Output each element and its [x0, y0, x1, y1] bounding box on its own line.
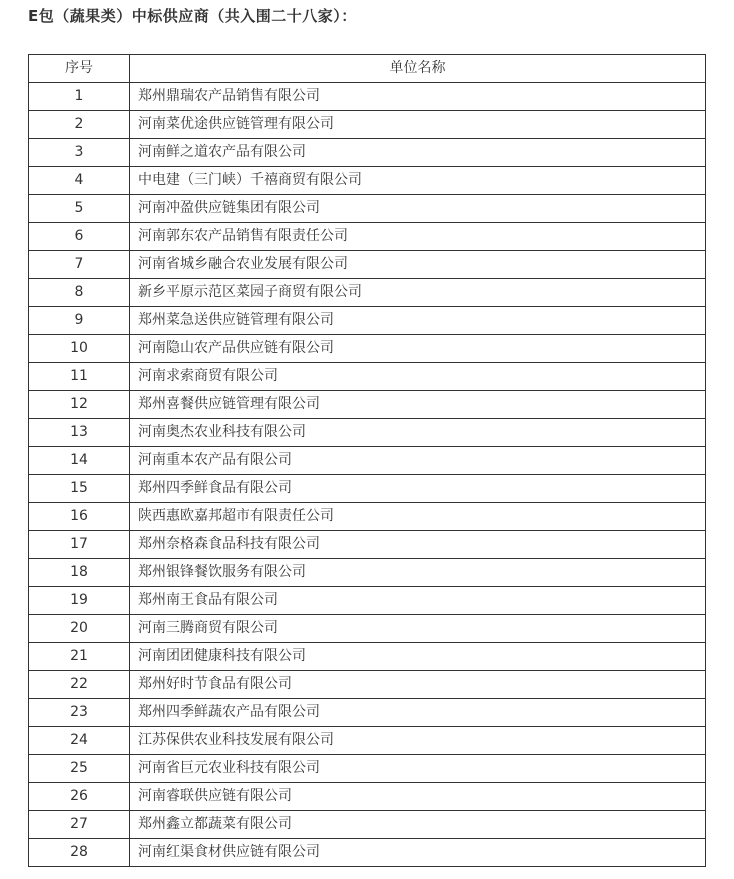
company-name-cell: 郑州四季鲜食品有限公司: [130, 475, 706, 503]
table-row: [29, 195, 706, 223]
table-row: [29, 643, 706, 671]
table-row: [29, 811, 706, 839]
company-name-cell: 河南省巨元农业科技有限公司: [130, 755, 706, 783]
table-row: [29, 279, 706, 307]
table-row: [29, 447, 706, 475]
table-row: [29, 251, 706, 279]
serial-number-cell: 12: [29, 391, 130, 419]
serial-number-cell: 5: [29, 195, 130, 223]
company-name-cell: 河南省城乡融合农业发展有限公司: [130, 251, 706, 279]
company-name-cell: 江苏保供农业科技发展有限公司: [130, 727, 706, 755]
company-name-cell: 河南红渠食材供应链有限公司: [130, 839, 706, 867]
table-row: [29, 335, 706, 363]
serial-number-cell: 13: [29, 419, 130, 447]
company-name-cell: 郑州银锋餐饮服务有限公司: [130, 559, 706, 587]
table-row: [29, 559, 706, 587]
serial-number-cell: 22: [29, 671, 130, 699]
table-row: [29, 223, 706, 251]
serial-number-cell: 6: [29, 223, 130, 251]
table-row: [29, 699, 706, 727]
company-name-cell: 河南重本农产品有限公司: [130, 447, 706, 475]
serial-number-cell: 24: [29, 727, 130, 755]
serial-number-cell: 3: [29, 139, 130, 167]
serial-number-cell: 16: [29, 503, 130, 531]
company-name-cell: 郑州四季鲜蔬农产品有限公司: [130, 699, 706, 727]
company-name-cell: 河南郭东农产品销售有限责任公司: [130, 223, 706, 251]
company-name-cell: 郑州好时节食品有限公司: [130, 671, 706, 699]
table-row: [29, 531, 706, 559]
serial-number-cell: 26: [29, 783, 130, 811]
serial-number-cell: 8: [29, 279, 130, 307]
serial-number-cell: 4: [29, 167, 130, 195]
page-heading: E包（蔬果类）中标供应商（共入围二十八家）：: [28, 7, 357, 25]
table-row: [29, 83, 706, 111]
serial-number-cell: 18: [29, 559, 130, 587]
table-row: [29, 503, 706, 531]
serial-number-cell: 17: [29, 531, 130, 559]
company-name-cell: 河南鲜之道农产品有限公司: [130, 139, 706, 167]
serial-number-cell: 19: [29, 587, 130, 615]
serial-number-cell: 21: [29, 643, 130, 671]
table-row: [29, 363, 706, 391]
company-name-cell: 河南睿联供应链有限公司: [130, 783, 706, 811]
table-row: [29, 307, 706, 335]
company-name-cell: 河南菜优途供应链管理有限公司: [130, 111, 706, 139]
serial-number-cell: 23: [29, 699, 130, 727]
table-row: [29, 671, 706, 699]
serial-number-cell: 10: [29, 335, 130, 363]
company-name-cell: 中电建（三门峡）千禧商贸有限公司: [130, 167, 706, 195]
serial-number-cell: 9: [29, 307, 130, 335]
serial-number-cell: 28: [29, 839, 130, 867]
table-row: [29, 587, 706, 615]
company-name-cell: 河南冲盈供应链集团有限公司: [130, 195, 706, 223]
company-name-cell: 郑州鼎瑞农产品销售有限公司: [130, 83, 706, 111]
table-row: [29, 391, 706, 419]
company-name-cell: 河南三腾商贸有限公司: [130, 615, 706, 643]
table-row: [29, 167, 706, 195]
table-row: [29, 755, 706, 783]
company-name-cell: 郑州南王食品有限公司: [130, 587, 706, 615]
serial-number-cell: 2: [29, 111, 130, 139]
table-row: [29, 839, 706, 867]
header-serial-number: 序号: [29, 55, 130, 83]
company-name-cell: 河南求索商贸有限公司: [130, 363, 706, 391]
table-body: [29, 83, 706, 867]
company-name-cell: 新乡平原示范区菜园子商贸有限公司: [130, 279, 706, 307]
supplier-table: [28, 54, 706, 867]
table-row: [29, 139, 706, 167]
table-row: [29, 727, 706, 755]
table-header: [29, 55, 706, 83]
company-name-cell: 郑州鑫立都蔬菜有限公司: [130, 811, 706, 839]
table-row: [29, 419, 706, 447]
company-name-cell: 郑州奈格森食品科技有限公司: [130, 531, 706, 559]
serial-number-cell: 1: [29, 83, 130, 111]
serial-number-cell: 25: [29, 755, 130, 783]
company-name-cell: 郑州菜急送供应链管理有限公司: [130, 307, 706, 335]
serial-number-cell: 15: [29, 475, 130, 503]
serial-number-cell: 20: [29, 615, 130, 643]
table-row: [29, 475, 706, 503]
header-company-name: 单位名称: [130, 55, 706, 83]
table-row: [29, 111, 706, 139]
table-row: [29, 783, 706, 811]
serial-number-cell: 7: [29, 251, 130, 279]
company-name-cell: 河南隐山农产品供应链有限公司: [130, 335, 706, 363]
company-name-cell: 河南团团健康科技有限公司: [130, 643, 706, 671]
table-row: [29, 615, 706, 643]
header-row: [29, 55, 706, 83]
serial-number-cell: 11: [29, 363, 130, 391]
company-name-cell: 郑州喜餐供应链管理有限公司: [130, 391, 706, 419]
company-name-cell: 陕西惠欧嘉邦超市有限责任公司: [130, 503, 706, 531]
serial-number-cell: 27: [29, 811, 130, 839]
company-name-cell: 河南奥杰农业科技有限公司: [130, 419, 706, 447]
serial-number-cell: 14: [29, 447, 130, 475]
